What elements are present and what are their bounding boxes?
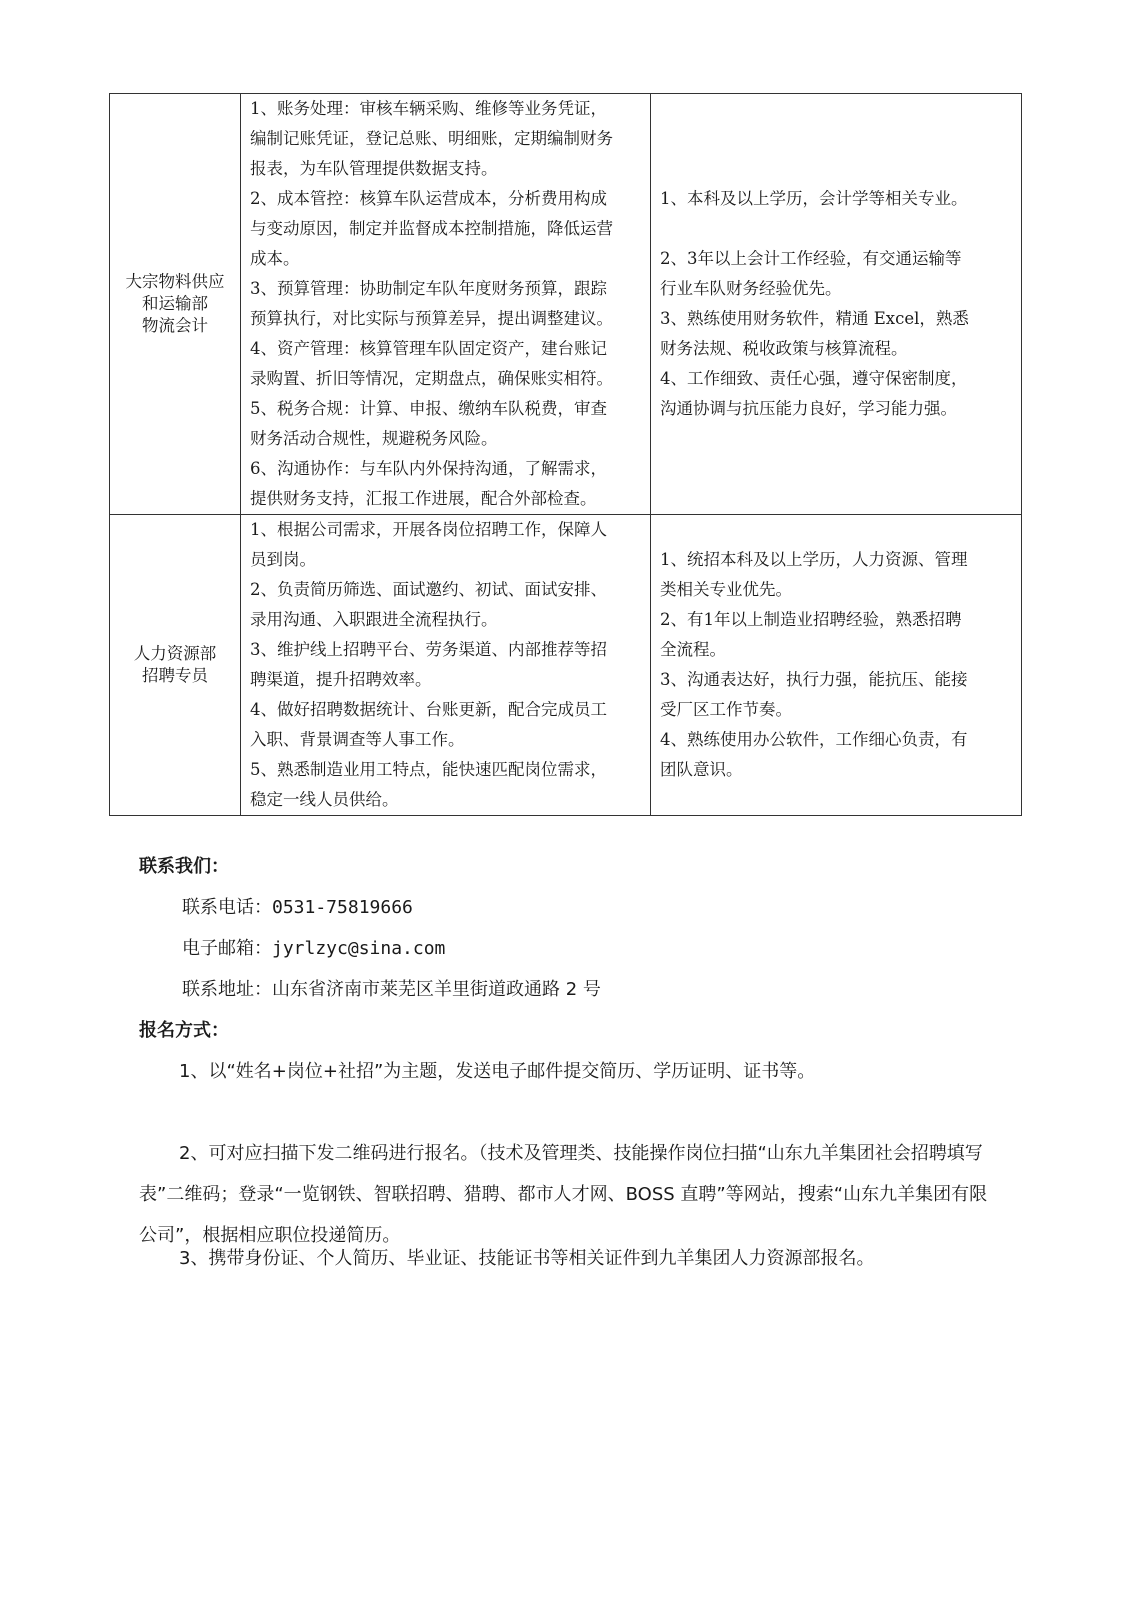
duty-line: 3、预算管理：协助制定车队年度财务预算，跟踪 <box>250 279 607 298</box>
position-line: 物流会计 <box>142 316 208 335</box>
duty-line: 5、税务合规：计算、申报、缴纳车队税费，审查 <box>250 399 607 418</box>
duty-line: 预算执行，对比实际与预算差异，提出调整建议。 <box>250 309 613 328</box>
requirement-line: 4、工作细致、责任心强，遵守保密制度， <box>660 369 968 388</box>
duty-line: 1、根据公司需求，开展各岗位招聘工作，保障人 <box>250 520 607 539</box>
duty-line: 录购置、折旧等情况，定期盘点，确保账实相符。 <box>250 369 613 388</box>
duty-line: 4、资产管理：核算管理车队固定资产，建台账记 <box>250 339 607 358</box>
duty-line: 1、账务处理：审核车辆采购、维修等业务凭证， <box>250 99 607 118</box>
duty-line: 3、维护线上招聘平台、劳务渠道、内部推荐等招 <box>250 640 607 659</box>
apply-heading: 报名方式： <box>139 1020 229 1041</box>
requirement-line: 行业车队财务经验优先。 <box>660 279 842 298</box>
position-line: 和运输部 <box>142 294 208 313</box>
requirement-line: 2、3年以上会计工作经验，有交通运输等 <box>660 249 962 268</box>
position-line: 人力资源部 <box>133 644 217 663</box>
position-line: 大宗物料供应 <box>125 272 225 291</box>
apply-item-3: 3、携带身份证、个人简历、毕业证、技能证书等相关证件到九羊集团人力资源部报名。 <box>179 1248 875 1269</box>
duty-line: 稳定一线人员供给。 <box>250 790 399 809</box>
duty-line: 编制记账凭证，登记总账、明细账，定期编制财务 <box>250 129 613 148</box>
email-label: 电子邮箱： <box>182 938 272 959</box>
requirement-line: 全流程。 <box>660 640 726 659</box>
apply-item-1: 1、以“姓名+岗位+社招”为主题，发送电子邮件提交简历、学历证明、证书等。 <box>179 1061 816 1082</box>
duty-line: 员到岗。 <box>250 550 316 569</box>
duty-line: 4、做好招聘数据统计、台账更新，配合完成员工 <box>250 700 607 719</box>
duty-line: 与变动原因，制定并监督成本控制措施，降低运营 <box>250 219 613 238</box>
contact-heading: 联系我们： <box>139 856 229 877</box>
duty-line: 5、熟悉制造业用工特点，能快速匹配岗位需求， <box>250 760 607 779</box>
duty-line: 2、成本管控：核算车队运营成本，分析费用构成 <box>250 189 607 208</box>
phone-value: 0531-75819666 <box>272 897 413 918</box>
duty-line: 报表，为车队管理提供数据支持。 <box>250 159 498 178</box>
requirement-line: 沟通协调与抗压能力良好，学习能力强。 <box>660 399 957 418</box>
requirement-line: 类相关专业优先。 <box>660 580 792 599</box>
requirement-line: 2、有1年以上制造业招聘经验，熟悉招聘 <box>660 610 962 629</box>
apply-item-2: 2、可对应扫描下发二维码进行报名。（技术及管理类、技能操作岗位扫描“山东九羊集团社会招聘填写表”二维码；登录“一览钢铁、智联招聘、猎聘、都市人才网、BOSS 直聘”等网站，搜索“山东九羊集团有限公司”，根据相应职位投递简历。 <box>139 1143 988 1246</box>
duty-line: 录用沟通、入职跟进全流程执行。 <box>250 610 498 629</box>
email-value: jyrlzyc@sina.com <box>272 938 446 959</box>
duty-line: 财务活动合规性，规避税务风险。 <box>250 429 498 448</box>
requirement-line: 受厂区工作节奏。 <box>660 700 792 719</box>
requirement-line: 1、本科及以上学历，会计学等相关专业。 <box>660 189 968 208</box>
position-line: 招聘专员 <box>142 666 208 685</box>
address-value: 山东省济南市莱芜区羊里街道政通路 2 号 <box>272 979 601 1000</box>
contact-address-row <box>182 978 601 1002</box>
requirement-line: 3、熟练使用财务软件，精通 Excel，熟悉 <box>660 309 969 328</box>
duty-line: 6、沟通协作：与车队内外保持沟通，了解需求， <box>250 459 607 478</box>
requirement-line: 4、熟练使用办公软件，工作细心负责，有 <box>660 730 968 749</box>
address-label: 联系地址： <box>182 979 272 1000</box>
contact-phone-row <box>182 896 413 920</box>
phone-label: 联系电话： <box>182 897 272 918</box>
contact-email-row <box>182 937 445 961</box>
duty-line: 成本。 <box>250 249 300 268</box>
duty-line: 聘渠道，提升招聘效率。 <box>250 670 432 689</box>
requirement-line: 团队意识。 <box>660 760 743 779</box>
requirement-line: 1、统招本科及以上学历，人力资源、管理 <box>660 550 968 569</box>
requirement-line: 财务法规、税收政策与核算流程。 <box>660 339 908 358</box>
duty-line: 提供财务支持，汇报工作进展，配合外部检查。 <box>250 489 597 508</box>
requirement-line: 3、沟通表达好，执行力强，能抗压、能接 <box>660 670 968 689</box>
duty-line: 2、负责简历筛选、面试邀约、初试、面试安排、 <box>250 580 607 599</box>
duty-line: 入职、背景调查等人事工作。 <box>250 730 465 749</box>
